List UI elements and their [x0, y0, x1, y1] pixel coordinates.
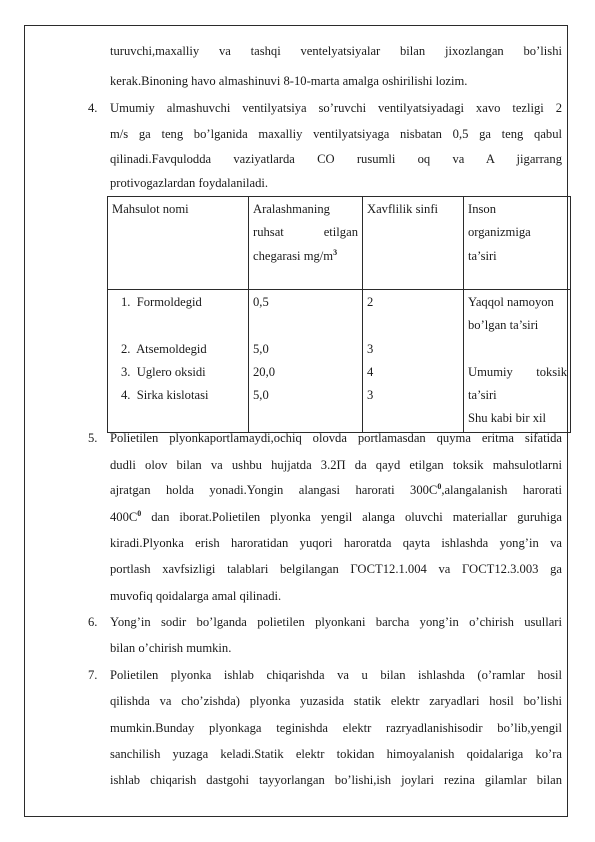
- table-row: [108, 290, 571, 433]
- paragraph-line: m/s ga teng bo’lganida maxalliy ventilyatsiyaga nisbatan 0,5 ga teng qabul: [110, 127, 562, 141]
- limit-values-cell: 0,5 5,0 20,0 5,0: [249, 290, 363, 433]
- paragraph-line: sanchilish yuzaga keladi.Statik elektr tokidan himoyalanish qoidalariga ko’ra: [110, 747, 562, 761]
- paragraph-line: muvofiq qoidalarga amal qilinadi.: [110, 589, 282, 603]
- header-cell-hazard: Xavflilik sinfi: [363, 197, 464, 290]
- product-table: [107, 196, 571, 433]
- product-names-cell: [108, 290, 249, 433]
- hazard-values-cell: 2 3 4 3: [363, 290, 464, 433]
- list-item: 1. Formoldegid: [121, 295, 202, 309]
- paragraph-line: Polietilen plyonkaportlamaydi,ochiq olovda portlamasdan quyma eritma sifatida: [110, 431, 562, 445]
- list-number: 6.: [88, 615, 98, 629]
- list-number: 4.: [88, 101, 98, 115]
- paragraph-line: protivogazlardan foydalaniladi.: [110, 176, 269, 190]
- paragraph-line: ishlab chiqarish dastgohi tayyorlangan bo’lishi,ish joylari rezina gilamlar bilan: [110, 773, 562, 787]
- list-item: 2. Atsemoldegid: [121, 341, 207, 356]
- list-number: 5.: [88, 431, 98, 445]
- paragraph-line: kiradi.Plyonka erish haroratidan yuqori haroratda qayta ishlashda yong’in va: [110, 536, 562, 550]
- paragraph-line: ajratgan holda yonadi.Yongin alangasi harorati $300C^0,alangalanish$ harorati: [110, 482, 562, 497]
- paragraph-line: Yong’in sodir bo’lganda polietilen plyonkani barcha yong’in o’chirish usullari: [110, 615, 562, 629]
- paragraph-line: Umumiy almashuvchi ventilyatsiya so’ruvchi ventilyatsiyadagi xavo tezligi 2: [110, 101, 562, 115]
- paragraph-line: kerak.Binoning havo almashinuvi 8-10-marta amalga oshirilishi lozim.: [110, 74, 468, 88]
- header-cell-effect: Inson organizmiga ta’siri: [464, 197, 571, 290]
- effect-values-cell: Yaqqol namoyon bo’lgan ta’siri Umumiy toksik ta’siri Shu kabi bir xil: [464, 290, 571, 433]
- paragraph-line: bilan o’chirish mumkin.: [110, 641, 232, 655]
- paragraph-line: qilishda va cho’zishda) plyonka yuzasida statik elektr zaryadlari hosil bo’lishi: [110, 694, 562, 708]
- list-item: 3. Uglero oksidi: [121, 364, 206, 379]
- header-cell-name: Mahsulot nomi: [108, 197, 249, 290]
- table-header-row: [108, 197, 571, 290]
- paragraph-line: turuvchi,maxalliy va tashqi ventelyatsiyalar bilan jixozlangan bo’lishi: [110, 44, 562, 58]
- list-number: 7.: [88, 668, 98, 682]
- paragraph-line: qilinadi.Favqulodda vaziyatlarda CO rusumli oq va A jigarrang: [110, 152, 562, 166]
- paragraph-line: mumkin.Bunday plyonkaga teginishda elektr razryadlanishisodir bo’lib,yengil: [110, 721, 562, 735]
- header-cell-limit: Aralashmaning ruhsat etilgan chegarasi $mg/m^3$: [249, 197, 363, 290]
- paragraph-line: dudli olov bilan va ushbu hujjatda 3.2П da qayd etilgan toksik mahsulotlarni: [110, 458, 562, 472]
- paragraph-line: Polietilen plyonka ishlab chiqarishda va u bilan ishlashda (o’ramlar hosil: [110, 668, 562, 682]
- paragraph-line: portlash xavfsizligi talablari belgilangan ГОСТ12.1.004 va ГОСТ12.3.003 ga: [110, 562, 562, 576]
- paragraph-line: $400C^0$ dan iborat.Polietilen plyonka yengil alanga oluvchi materiallar guruhiga: [110, 509, 562, 524]
- list-item: 4. Sirka kislotasi: [121, 388, 209, 403]
